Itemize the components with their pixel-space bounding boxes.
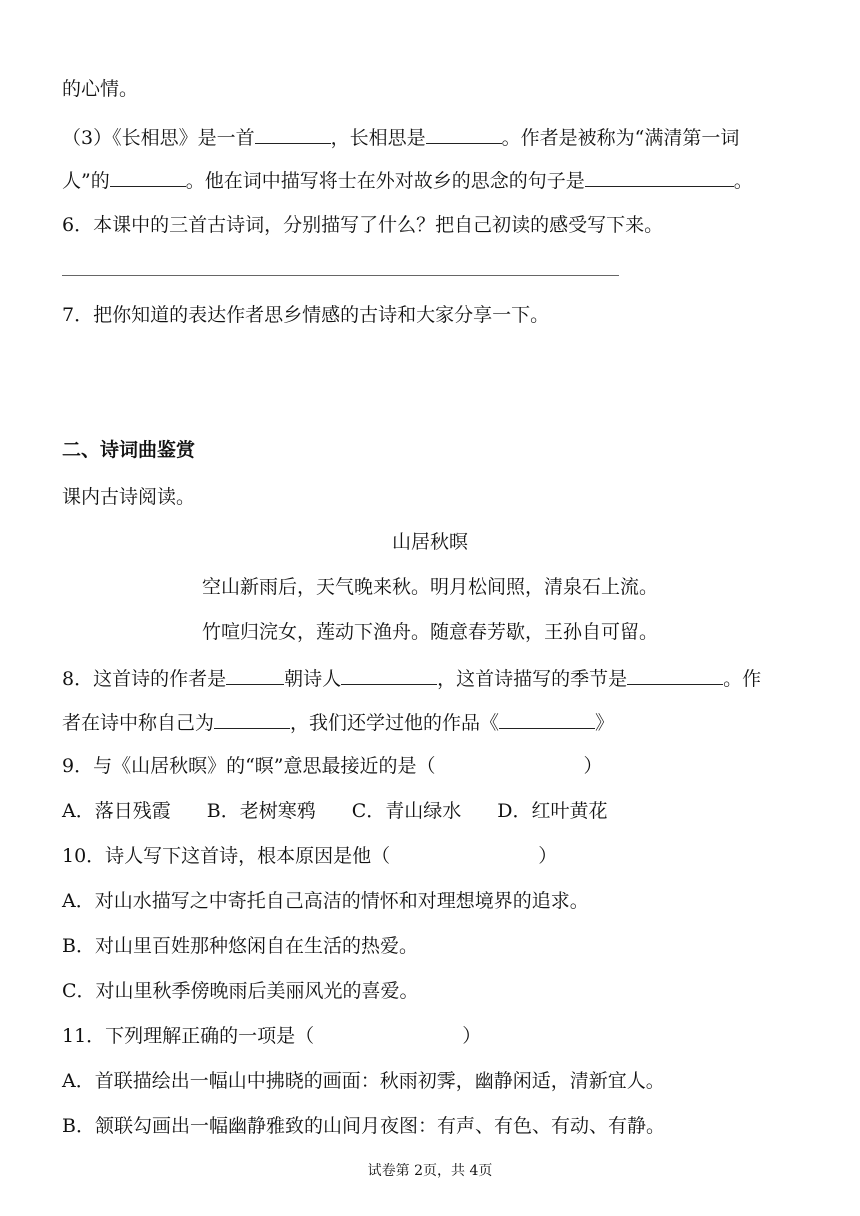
answer-blank[interactable] [214, 708, 290, 729]
answer-blank[interactable] [341, 664, 437, 685]
answer-blank[interactable] [499, 708, 595, 729]
text: 10．诗人写下这首诗，根本原因是他（ [62, 845, 391, 867]
poem-line: 竹喧归浣女，莲动下渔舟。随意春芳歇，王孙自可留。 [201, 621, 658, 643]
text: 9．与《山居秋暝》的“暝”意思最接近的是（ [62, 755, 436, 777]
text: 11．下列理解正确的一项是（ [62, 1025, 315, 1047]
option-a[interactable]: A．对山水描写之中寄托自己高洁的情怀和对理想境界的追求。 [62, 890, 589, 912]
answer-blank[interactable] [226, 664, 284, 685]
page-footer: 试卷第 2页，共 4页 [367, 1163, 493, 1179]
text: ，这首诗描写的季节是 [437, 668, 628, 690]
answer-blank[interactable] [426, 123, 502, 144]
answer-blank[interactable] [110, 166, 186, 187]
question-8-cont [62, 708, 614, 736]
poem-line: 空山新雨后，天气晚来秋。明月松间照，清泉石上流。 [201, 576, 658, 598]
option-c[interactable]: C．对山里秋季傍晚雨后美丽风光的喜爱。 [62, 980, 419, 1002]
option-b[interactable]: B．对山里百姓那种悠闲自在生活的热爱。 [62, 935, 418, 957]
section-heading: 二、诗词曲鉴赏 [62, 439, 196, 461]
option-a[interactable]: A．落日残霞 [62, 800, 171, 822]
answer-blank[interactable] [255, 123, 331, 144]
text: ） [462, 1025, 482, 1047]
text: 。他在词中描写将士在外对故乡的思念的句子是 [185, 170, 585, 192]
text: 》 [595, 712, 615, 734]
text: ，长相思是 [330, 127, 426, 149]
text: 者在诗中称自己为 [62, 712, 215, 734]
text: 。 [733, 170, 753, 192]
option-d[interactable]: D．红叶黄花 [497, 800, 608, 822]
question-11 [62, 1023, 481, 1049]
text: （3）《长相思》是一首 [62, 127, 255, 149]
text: ） [538, 845, 558, 867]
question-10 [62, 843, 557, 869]
answer-blank[interactable] [585, 166, 734, 187]
answer-line[interactable] [62, 275, 619, 276]
text: 。作 [723, 668, 762, 690]
question-5-3 [62, 123, 739, 151]
instruction: 课内古诗阅读。 [62, 486, 196, 508]
text: ） [583, 755, 603, 777]
question-6: 6．本课中的三首古诗词，分别描写了什么？把自己初读的感受写下来。 [62, 214, 664, 236]
text: 朝诗人 [284, 668, 342, 690]
answer-blank[interactable] [627, 664, 723, 685]
text: ，我们还学过他的作品《 [290, 712, 500, 734]
option-a[interactable]: A．首联描绘出一幅山中拂晓的画面：秋雨初霁，幽静闲适，清新宜人。 [62, 1070, 665, 1092]
question-7: 7．把你知道的表达作者思乡情感的古诗和大家分享一下。 [62, 304, 550, 326]
poem-title: 山居秋暝 [391, 531, 468, 553]
option-c[interactable]: C．青山绿水 [351, 800, 462, 822]
text: 。作者是被称为“满清第一词 [501, 127, 740, 149]
option-b[interactable]: B．老树寒鸦 [206, 800, 316, 822]
text: 8．这首诗的作者是 [62, 668, 227, 690]
text-line: 的心情。 [62, 78, 139, 100]
question-9-options [62, 798, 643, 824]
question-5-3-cont [62, 166, 753, 194]
question-8 [62, 664, 761, 692]
text: 人”的 [62, 170, 110, 192]
option-b[interactable]: B．颔联勾画出一幅幽静雅致的山间月夜图：有声、有色、有动、有静。 [62, 1115, 665, 1137]
question-9 [62, 753, 603, 779]
